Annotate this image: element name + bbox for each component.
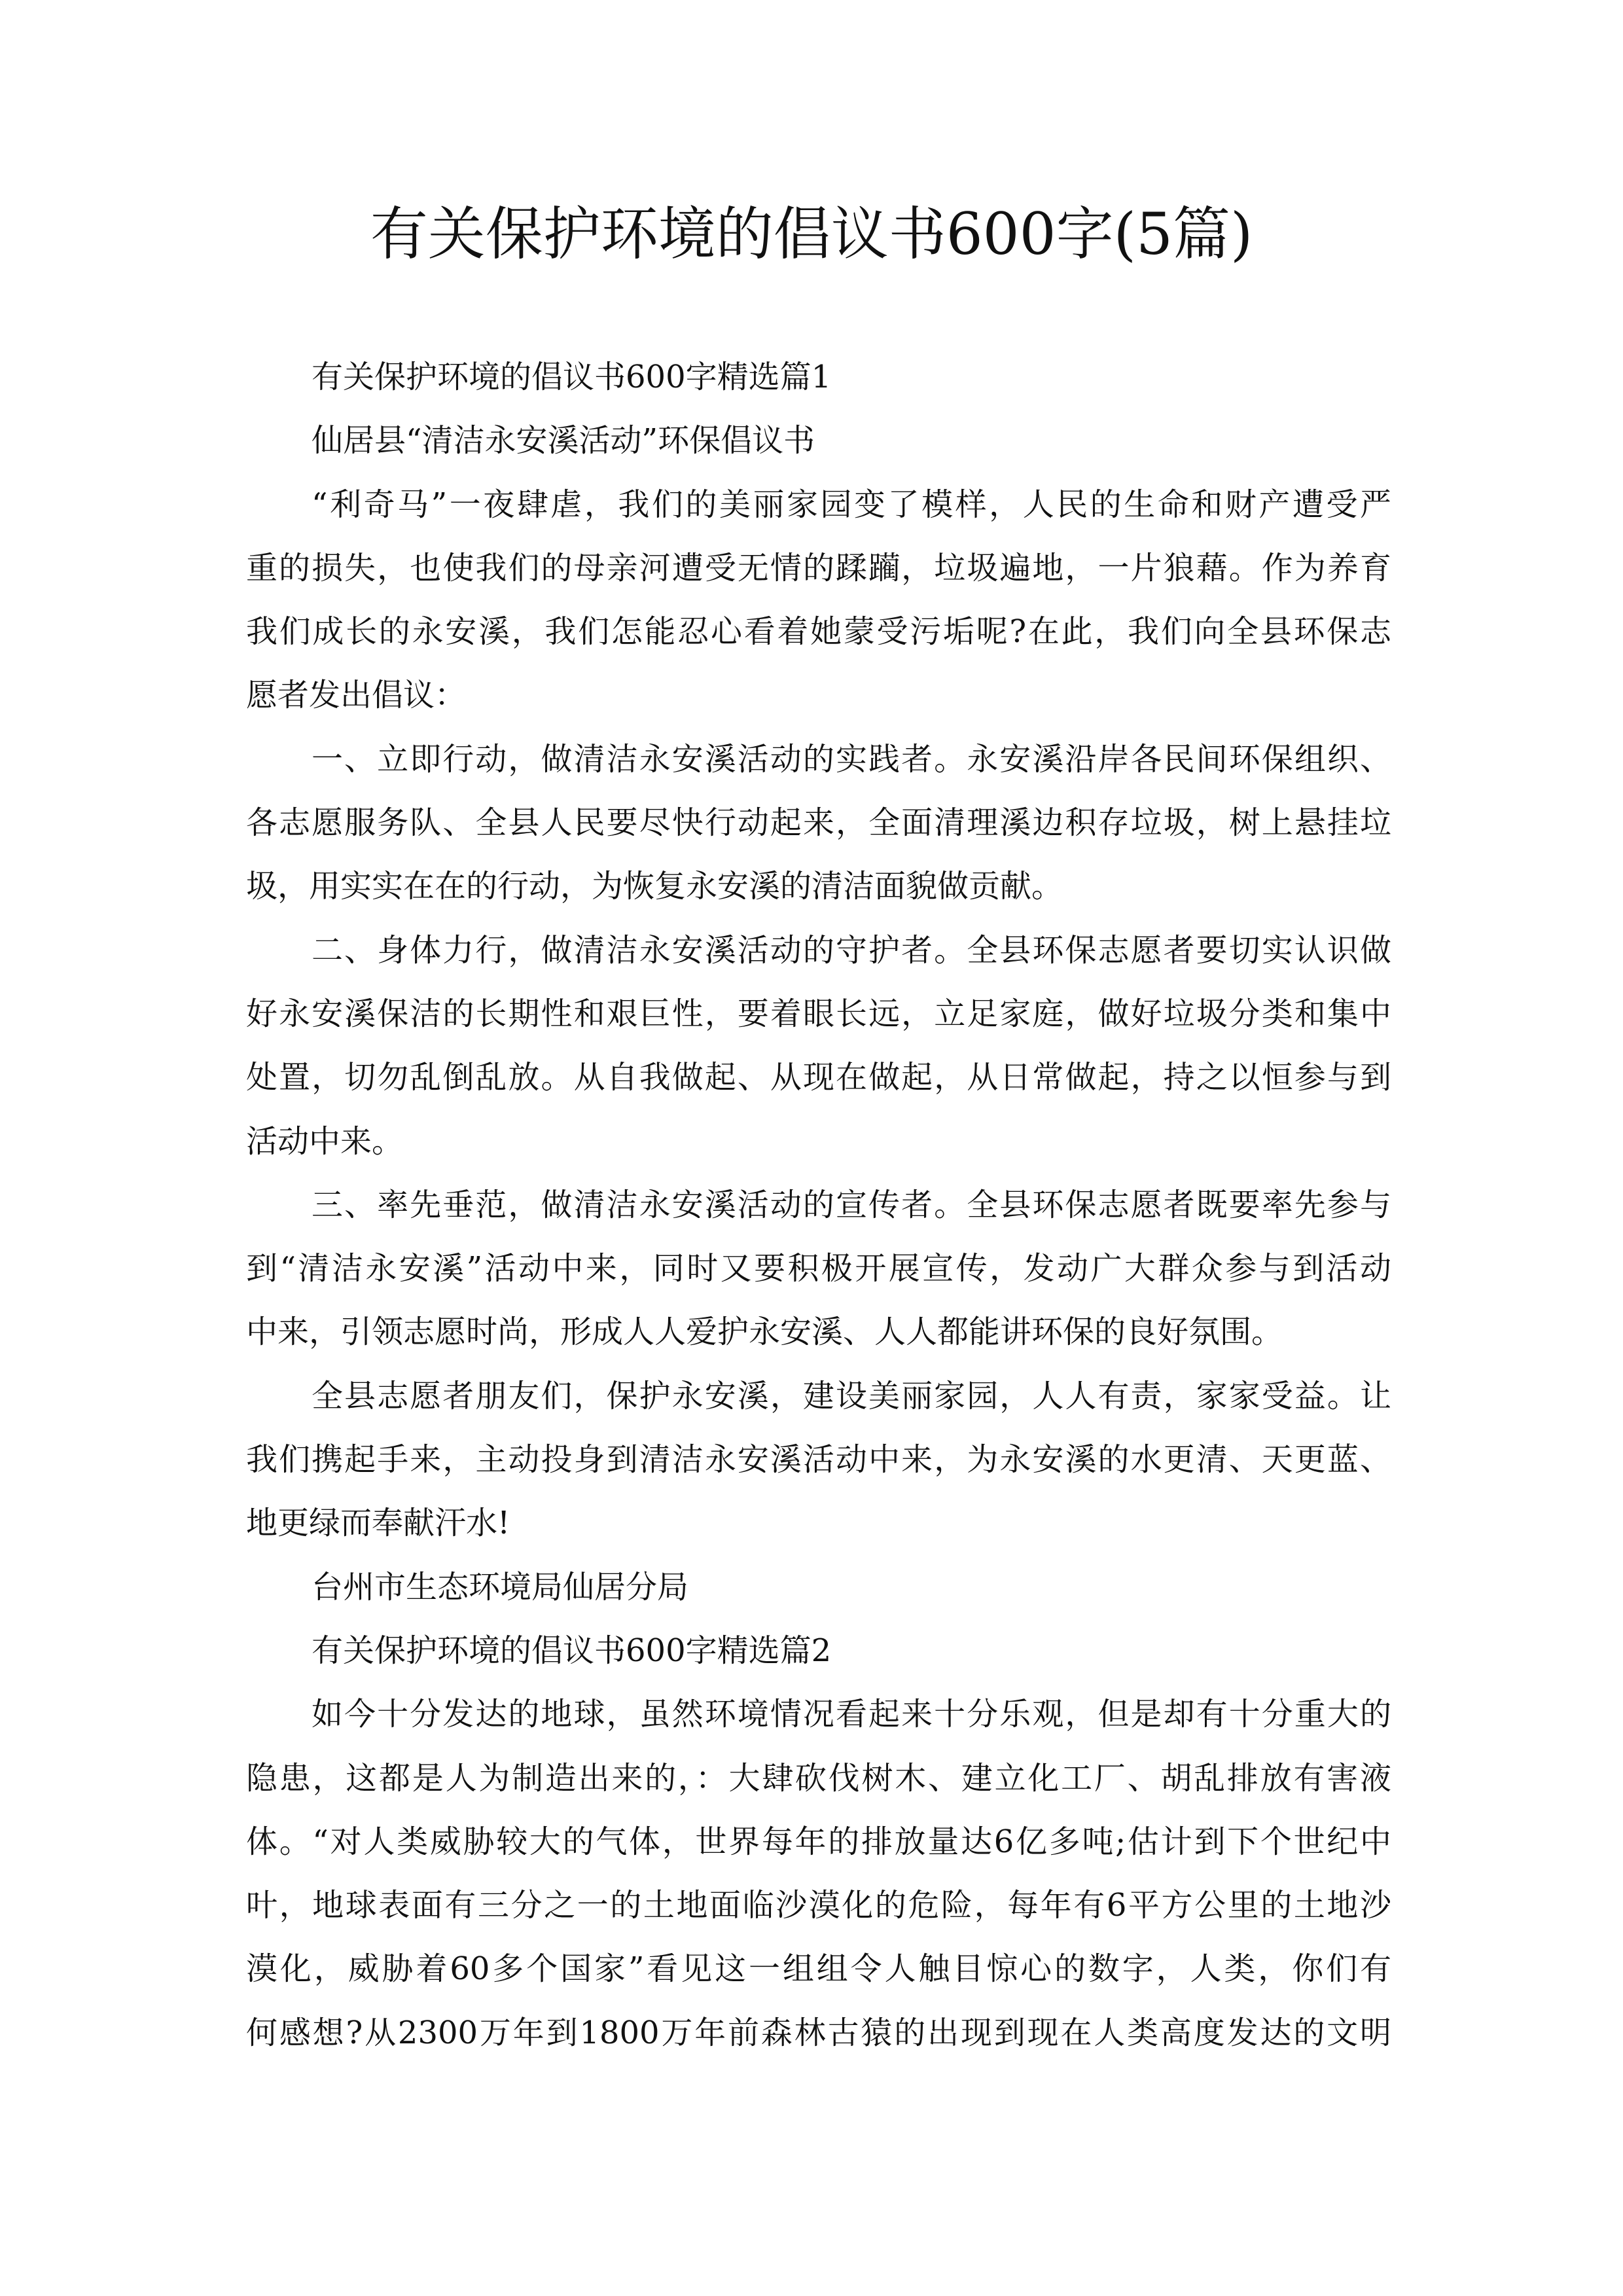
text-line: 何感想?从2300万年到1800万年前森林古猿的出现到现在人类高度发达的文明 <box>246 2014 1391 2051</box>
text-line: 一、立即行动，做清洁永安溪活动的实践者。永安溪沿岸各民间环保组织、 <box>312 740 1391 778</box>
text-line: 有关保护环境的倡议书600字精选篇2 <box>312 1632 832 1669</box>
text-line: 二、身体力行，做清洁永安溪活动的守护者。全县环保志愿者要切实认识做 <box>312 931 1391 969</box>
text-line: 全县志愿者朋友们，保护永安溪，建设美丽家园，人人有责，家家受益。让 <box>312 1377 1391 1414</box>
document-body <box>246 346 1391 2065</box>
text-line: 叶，地球表面有三分之一的土地面临沙漠化的危险，每年有6平方公里的土地沙 <box>246 1887 1391 1924</box>
text-line: 中来，引领志愿时尚，形成人人爱护永安溪、人人都能讲环保的良好氛围。 <box>246 1314 1283 1351</box>
text-line: 到“清洁永安溪”活动中来，同时又要积极开展宣传，发动广大群众参与到活动 <box>246 1250 1391 1287</box>
text-line: 好永安溪保洁的长期性和艰巨性，要着眼长远，立足家庭，做好垃圾分类和集中 <box>246 995 1391 1032</box>
text-line: 处置，切勿乱倒乱放。从自我做起、从现在做起，从日常做起，持之以恒参与到 <box>246 1059 1391 1096</box>
text-line: 我们携起手来，主动投身到清洁永安溪活动中来，为永安溪的水更清、天更蓝、 <box>246 1441 1391 1479</box>
text-line: 如今十分发达的地球，虽然环境情况看起来十分乐观，但是却有十分重大的 <box>312 1696 1391 1733</box>
text-line: 体。“对人类威胁较大的气体，世界每年的排放量达6亿多吨;估计到下个世纪中 <box>246 1823 1391 1860</box>
text-line: 愿者发出倡议： <box>246 677 467 714</box>
text-line: 各志愿服务队、全县人民要尽快行动起来，全面清理溪边积存垃圾，树上悬挂垃 <box>246 804 1391 842</box>
text-line: 活动中来。 <box>246 1122 404 1160</box>
text-line: “利奇马”一夜肆虐，我们的美丽家园变了模样，人民的生命和财产遭受严 <box>312 486 1391 523</box>
text-line: 隐患，这都是人为制造出来的，：大肆砍伐树木、建立化工厂、胡乱排放有害液 <box>246 1759 1391 1797</box>
text-line: 重的损失，也使我们的母亲河遭受无情的蹂躏，垃圾遍地，一片狼藉。作为养育 <box>246 549 1391 586</box>
document-title: 有关保护环境的倡议书600字(5篇) <box>370 200 1253 268</box>
text-line: 漠化，威胁着60多个国家”看见这一组组令人触目惊心的数字，人类，你们有 <box>246 1950 1391 1988</box>
text-line: 地更绿而奉献汗水! <box>246 1505 510 1542</box>
text-line: 有关保护环境的倡议书600字精选篇1 <box>312 359 832 395</box>
text-line: 圾，用实实在在的行动，为恢复永安溪的清洁面貌做贡献。 <box>246 868 1063 905</box>
text-line: 台州市生态环境局仙居分局 <box>312 1568 689 1605</box>
text-line: 三、率先垂范，做清洁永安溪活动的宣传者。全县环保志愿者既要率先参与 <box>312 1186 1391 1223</box>
text-line: 仙居县“清洁永安溪活动”环保倡议书 <box>312 422 815 459</box>
text-line: 我们成长的永安溪，我们怎能忍心看着她蒙受污垢呢?在此，我们向全县环保志 <box>246 613 1391 651</box>
